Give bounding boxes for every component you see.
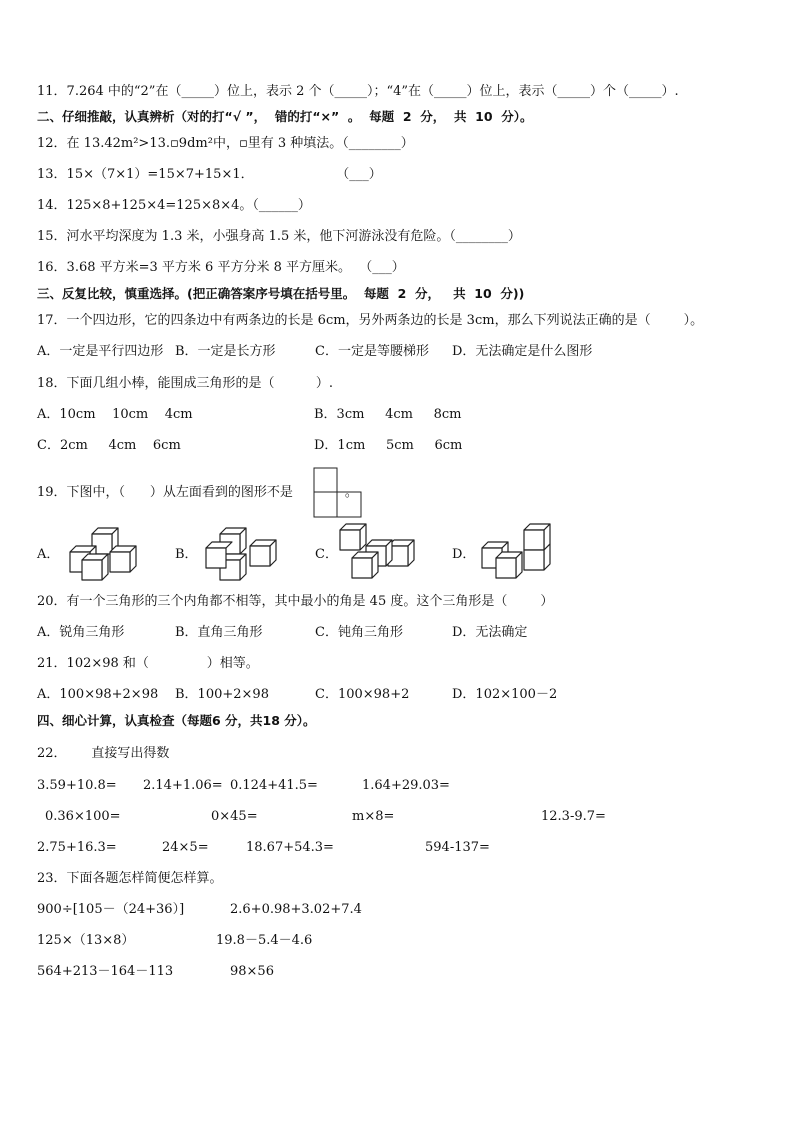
question-23: 23．下面各题怎样简便怎样算。: [37, 871, 223, 886]
question-12: 12．在 13.42m²>13.▫9dm²中，▫里有 3 种填法。（________）: [37, 136, 414, 151]
calc-item: 0.124+41.5=: [230, 778, 318, 793]
q19-option-d: D．: [452, 547, 476, 562]
question-14: 14．125×8+125×4=125×8×4。（______）: [37, 198, 311, 213]
calc-item: 24×5=: [162, 840, 209, 855]
q17-option-a: A．一定是平行四边形: [37, 344, 164, 359]
q21-option-a: A．100×98+2×98: [37, 687, 159, 702]
q19-option-b: B．: [175, 547, 198, 562]
cube-figure-a: [66, 524, 142, 582]
calc-item: 0.36×100=: [45, 809, 121, 824]
question-17: 17．一个四边形，它的四条边中有两条边的长是 6cm，另外两条边的长是 3cm，那么下列说法正确的是（ ）。: [37, 313, 704, 328]
q18-option-c: C．2cm 4cm 6cm: [37, 438, 181, 453]
q21-option-c: C．100×98+2: [315, 687, 410, 702]
cube-figure-b: [202, 524, 282, 582]
q18-option-b: B．3cm 4cm 8cm: [314, 407, 462, 422]
question-22: 22． 直接写出得数: [37, 746, 170, 761]
q17-option-b: B．一定是长方形: [175, 344, 276, 359]
q20-option-a: A．锐角三角形: [37, 625, 125, 640]
calc-item: 2.75+16.3=: [37, 840, 117, 855]
section-4-heading: 四、细心计算，认真检查（每题6 分，共18 分）。: [37, 713, 316, 728]
question-11: 11．7.264 中的“2”在（_____）位上，表示 2 个（_____）；“4”在（_____）位上，表示（_____）个（_____）.: [37, 84, 679, 99]
simplify-item: 125×（13×8）: [37, 933, 135, 948]
q18-option-d: D．1cm 5cm 6cm: [314, 438, 463, 453]
q20-option-b: B．直角三角形: [175, 625, 263, 640]
question-18: 18．下面几组小棒，能围成三角形的是（ ）.: [37, 376, 333, 391]
question-21: 21．102×98 和（ ）相等。: [37, 656, 259, 671]
calc-item: 2.14+1.06=: [143, 778, 223, 793]
calc-item: 3.59+10.8=: [37, 778, 117, 793]
section-2-heading: 二、仔细推敲，认真辨析（对的打“√ ”， 错的打“×” 。 每题 2 分， 共 10 分）。: [37, 109, 533, 124]
q17-option-c: C．一定是等腰梯形: [315, 344, 429, 359]
q21-option-b: B．100+2×98: [175, 687, 269, 702]
q18-option-a: A．10cm 10cm 4cm: [37, 407, 193, 422]
calc-item: 0×45=: [211, 809, 258, 824]
q20-option-d: D．无法确定: [452, 625, 528, 640]
question-13: 13．15×（7×1）=15×7+15×1． （___）: [37, 167, 382, 182]
question-15: 15．河水平均深度为 1.3 米，小强身高 1.5 米，他下河游泳没有危险。（________）: [37, 229, 521, 244]
calc-item: 12.3-9.7=: [541, 809, 606, 824]
simplify-item: 564+213－164－113: [37, 964, 174, 979]
left-view-figure: [313, 467, 363, 519]
calc-item: 1.64+29.03=: [362, 778, 450, 793]
simplify-item: 19.8－5.4－4.6: [216, 933, 313, 948]
calc-item: m×8=: [352, 809, 395, 824]
cube-figure-c: [338, 522, 418, 582]
simplify-item: 900÷[105－（24+36）]: [37, 902, 185, 917]
question-20: 20．有一个三角形的三个内角都不相等，其中最小的角是 45 度。这个三角形是（ ）: [37, 594, 554, 609]
question-19: 19．下图中，（ ）从左面看到的图形不是 。: [37, 485, 358, 500]
q19-option-c: C．: [315, 547, 338, 562]
simplify-item: 2.6+0.98+3.02+7.4: [230, 902, 362, 917]
q19-option-a: A．: [37, 547, 60, 562]
q21-option-d: D．102×100－2: [452, 687, 558, 702]
cube-figure-d: [480, 522, 556, 582]
calc-item: 18.67+54.3=: [246, 840, 334, 855]
calc-item: 594-137=: [425, 840, 490, 855]
section-3-heading: 三、反复比较，慎重选择。(把正确答案序号填在括号里。 每题 2 分， 共 10 分)): [37, 286, 525, 301]
simplify-item: 98×56: [230, 964, 274, 979]
question-16: 16．3.68 平方米=3 平方米 6 平方分米 8 平方厘米。 （___）: [37, 260, 405, 275]
q20-option-c: C．钝角三角形: [315, 625, 403, 640]
q17-option-d: D．无法确定是什么图形: [452, 344, 593, 359]
